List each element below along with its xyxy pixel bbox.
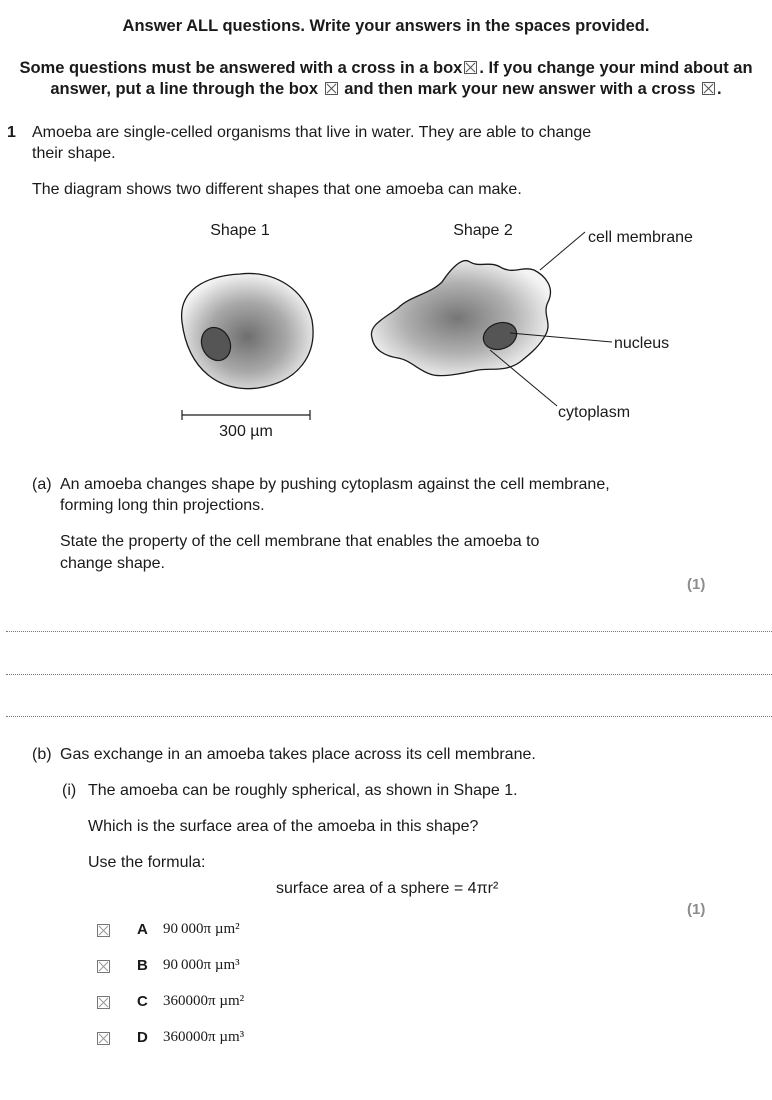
option-b-letter: B [137,957,148,974]
q1-intro-line-1: Amoeba are single-celled organisms that live in water. They are able to change [32,124,592,141]
instruction-line-1: Answer ALL questions. Write your answers in the spaces provided. [122,17,650,35]
part-b-label: (b) [32,746,52,763]
part-b-i-label: (i) [62,782,77,799]
label-cytoplasm: cytoplasm [558,404,631,421]
use-formula-label: Use the formula: [88,854,206,871]
label-cell-membrane: cell membrane [588,229,693,246]
label-nucleus: nucleus [614,335,670,352]
instruction-line-2 [0,58,772,79]
option-c-text: 360000π µm² [163,993,245,1009]
instruction-line-3c: . [717,80,722,98]
part-b-i-marks: (1) [687,901,706,918]
shape1-title: Shape 1 [210,222,270,239]
formula: surface area of a sphere = 4πr² [276,880,499,897]
part-b-stem: Gas exchange in an amoeba takes place across its cell membrane. [60,746,536,763]
instruction-line-2a: Some questions must be answered with a cross in a box [19,59,463,77]
crossed-box-icon [702,82,715,95]
option-d-letter: D [137,1029,148,1046]
option-b-checkbox[interactable] [97,960,110,973]
amoeba-diagram [0,210,772,450]
scale-label: 300 µm [219,423,273,440]
option-d-checkbox[interactable] [97,1032,110,1045]
membrane-leader-line [540,232,585,270]
crossed-box-icon [464,61,477,74]
option-c-letter: C [137,993,148,1010]
option-d-text: 360000π µm³ [163,1029,245,1045]
instruction-line-3 [0,79,772,100]
crossed-box-icon [325,82,338,95]
shape1-cell [182,273,313,388]
instruction-line-2b: . If you change your mind about an [479,59,753,77]
part-b-i-question: Which is the surface area of the amoeba in this shape? [88,818,479,835]
part-b-i-line-1: The amoeba can be roughly spherical, as shown in Shape 1. [88,782,518,799]
shape2-title: Shape 2 [453,222,513,239]
option-a-text: 90 000π µm² [163,921,240,937]
instruction-line-3a: answer, put a line through the box [50,80,319,98]
answer-line-2[interactable] [6,674,772,675]
part-a-line-1: An amoeba changes shape by pushing cytoplasm against the cell membrane, [60,476,610,493]
diagram-intro: The diagram shows two different shapes that one amoeba can make. [32,181,522,198]
q1-intro-line-2: their shape. [32,145,116,162]
part-a-label: (a) [32,476,52,493]
question-number: 1 [7,124,16,141]
option-a-checkbox[interactable] [97,924,110,937]
part-a-prompt-2: change shape. [60,555,165,572]
option-b-text: 90 000π µm³ [163,957,240,973]
option-c-checkbox[interactable] [97,996,110,1009]
part-a-marks: (1) [687,576,706,593]
option-a-letter: A [137,921,148,938]
answer-line-3[interactable] [6,716,772,717]
part-a-line-2: forming long thin projections. [60,497,265,514]
shape2-cell [371,261,550,376]
answer-line-1[interactable] [6,631,772,632]
part-a-prompt-1: State the property of the cell membrane that enables the amoeba to [60,533,540,550]
instruction-line-3b: and then mark your new answer with a cross [344,80,696,98]
